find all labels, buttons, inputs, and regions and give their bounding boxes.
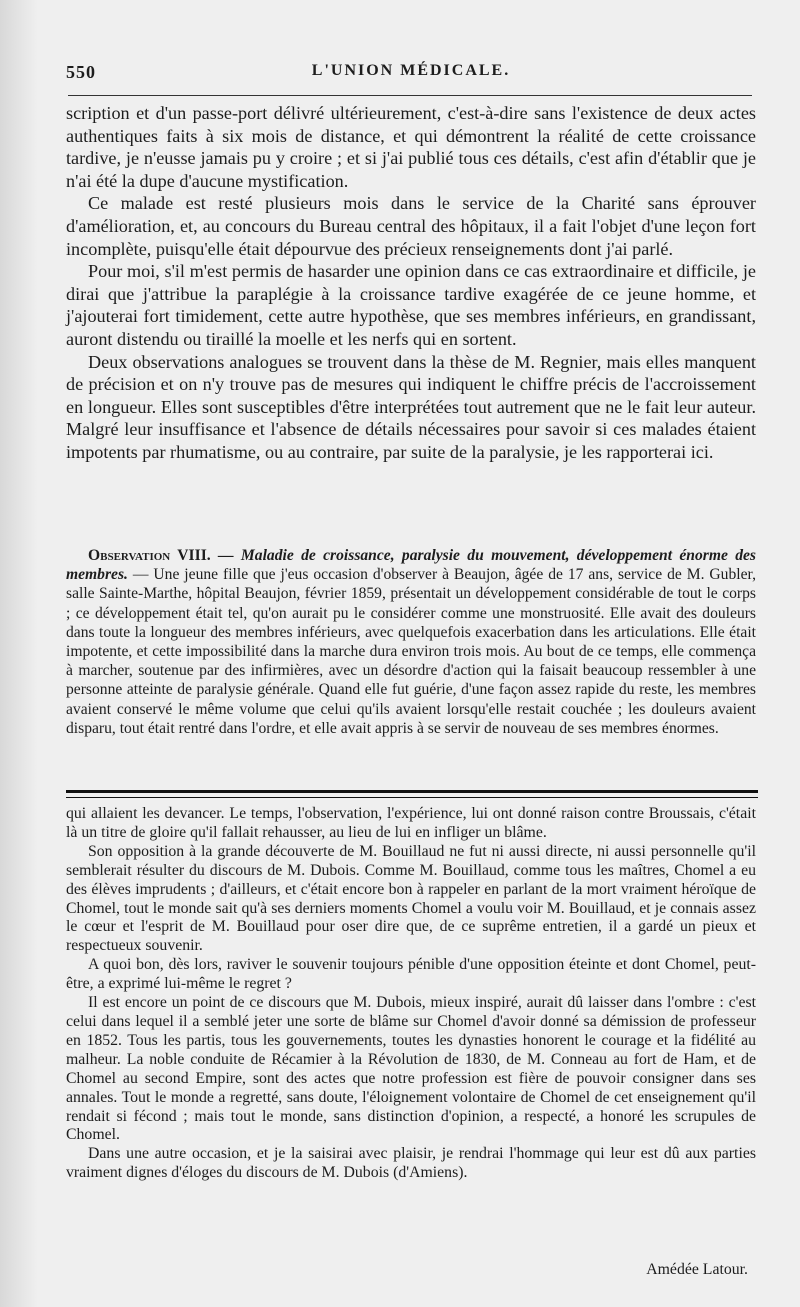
paragraph: Son opposition à la grande découverte de M. Bouillaud ne fut ni aussi directe, ni aussi personnelle qu'il semblerait résulter du discours de M. Dubois. Comme M. Bouillaud, comme tous les maîtres, Chomel a eu des élèves imprudents ; d'ailleurs, et c'était encore bon à rappeler en parlant de la mort vraiment héroïque de Chomel, tout le monde sait qu'à ses derniers moments Chomel a voulu voir M. Bouillaud, et je connais assez le cœur et l'esprit de M. Bouillaud pour oser dire que, de ce suprême entretien, il a gardé un pieux et respectueux souvenir. [66,842,756,955]
signature-text: Amédée Latour. [646,1261,748,1278]
observation-title: — Maladie de croissance, paralysie du mouvement, développement énorme des membres. [66,547,756,584]
paragraph: qui allaient les devancer. Le temps, l'observation, l'expérience, lui ont donné raison contre Broussais, c'était là un titre de gloire qu'il fallait rehausser, au lieu de lui en infliger un blâme. [66,805,756,841]
observation-paragraph [66,546,756,738]
paragraph: A quoi bon, dès lors, raviver le souvenir toujours pénible d'une opposition éteinte et dont Chomel, peut-être, a exprimé lui-même le regret ? [66,956,756,993]
header-rule [68,95,752,96]
observation-block [66,546,756,738]
paragraph: scription et d'un passe-port délivré ultérieurement, c'est-à-dire sans l'existence de deux actes authentiques faits à six mois de distance, et qui démontrent la réalité de cette croissance tardive, je n'eusse jamais pu y croire ; et si j'ai publié tous ces détails, c'est afin d'établir que je n'ai été la dupe d'aucune mystification. [66,103,756,191]
author-signature [646,1261,748,1279]
observation-body: — Une jeune fille que j'eus occasion d'observer à Beaujon, âgée de 17 ans, service de M. Gubler, salle Sainte-Marthe, hôpital Beaujon, février 1859, présentait un développement considérable de tout le corps ; ce développement était tel, qu'on aurait pu le considérer comme une monstruosité. Elle avait des douleurs dans toute la longueur des membres inférieurs, avec quelquefois exacerbation dans les articulations. Elle était impotente, et cette impossibilité dans la marche dura environ trois mois. Au bout de ce temps, elle commença à marcher, soutenue par des infirmières, avec un désordre d'action qui la faisait beaucoup ressembler à une personne atteinte de paralysie générale. Quand elle fut guérie, d'une façon assez rapide du reste, les membres avaient conservé le même volume que celui qu'ils avaient lorsqu'elle restait couchée ; les douleurs avaient disparu, tout était rentré dans l'ordre, et elle avait appris à se servir de nouveau de ses membres énormes. [66,566,756,737]
paragraph: Ce malade est resté plusieurs mois dans le service de la Charité sans éprouver d'amélioration, et, au concours du Bureau central des hôpitaux, il a fait l'objet d'une leçon fort incomplète, puisqu'elle était dépourvue des précieux renseignements dont j'ai parlé. [66,193,756,259]
observation-heading: Observation VIII. [88,547,211,564]
feuilleton [66,805,756,1183]
paragraph: Pour moi, s'il m'est permis de hasarder une opinion dans ce cas extraordinaire et difficile, je dirai que j'attribue la paraplégie à la croissance tardive exagérée de ce jeune homme, et j'ajouterai fort timidement, cette autre hypothèse, que ses membres inférieurs, en grandissant, auront distendu ou tiraillé la moelle et les nerfs qui en sortent. [66,261,756,349]
feuilleton-separator [66,790,758,798]
paragraph: Deux observations analogues se trouvent dans la thèse de M. Regnier, mais elles manquent de précision et on n'y trouve pas de mesures qui indiquent le chiffre précis de l'accroissement en longueur. Elles sont susceptibles d'être interprétées tout autrement que ne le fait leur auteur. Malgré leur insuffisance et l'absence de détails nécessaires pour savoir si ces malades étaient impotents par rhumatisme, ou au contraire, par suite de la paralysie, je les rapporterai ici. [66,351,756,462]
paragraph: Il est encore un point de ce discours que M. Dubois, mieux inspiré, aurait dû laisser dans l'ombre : c'est celui dans lequel il a semblé jeter une sorte de blâme sur Chomel d'avoir donné sa démission de professeur en 1852. Tous les partis, tous les gouvernements, toutes les dynasties honorent le courage et la fidélité au malheur. La noble conduite de Récamier à la Révolution de 1830, de M. Conneau au fort de Ham, et de Chomel au second Empire, sont des actes que notre profession est fière de pouvoir consigner dans ses annales. Tout le monde a regretté, sans doute, l'éloignement volontaire de Chomel de cet enseignement qu'il rendait si fécond ; mais tout le monde, sans distinction d'opinion, a respecté, a honoré les scrupules de Chomel. [66,994,756,1144]
page-number: 550 [66,62,96,82]
page-header [66,62,756,88]
paragraph: Dans une autre occasion, et je la saisirai avec plaisir, je rendrai l'hommage qui leur est dû aux parties vraiment dignes d'éloges du discours de M. Dubois (d'Amiens). [66,1145,756,1182]
main-article [66,102,756,464]
running-title: L'UNION MÉDICALE. [311,62,511,79]
